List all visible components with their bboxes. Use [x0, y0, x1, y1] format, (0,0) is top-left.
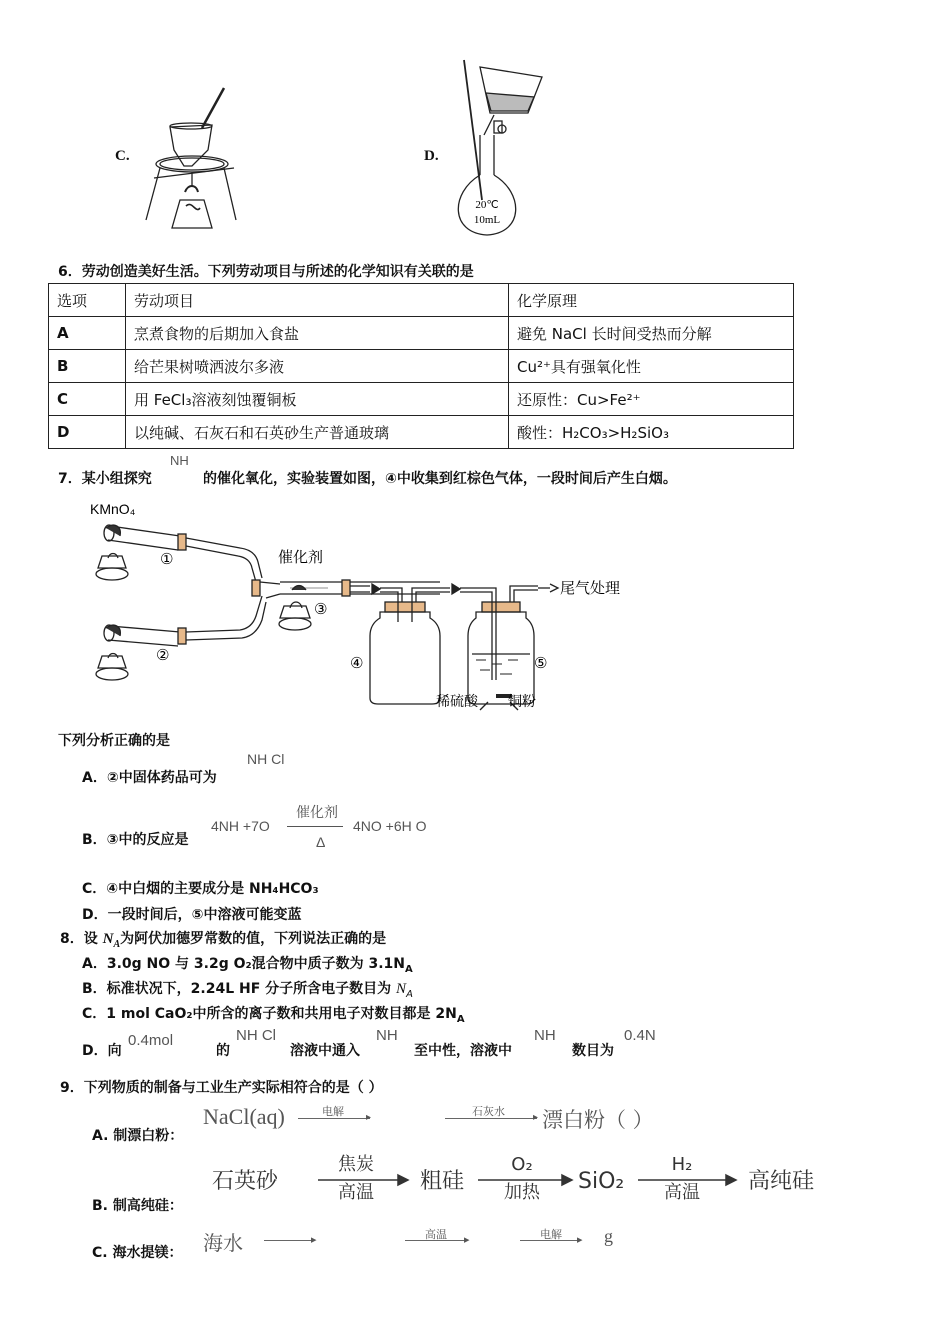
q7-option-b: B．③中的反应是 [82, 832, 189, 848]
q8-option-d-nh4: NH [534, 1027, 556, 1044]
q9-b-cond1-bot: 高温 [338, 1182, 374, 1203]
q7-option-b-arrow [287, 826, 343, 827]
marker-1: ① [160, 550, 174, 568]
q7-option-b-reactants: 4NH +7O [211, 818, 270, 834]
q9-a-start: NaCl(aq) [203, 1104, 285, 1129]
q9-b-cond2-bot: 加热 [504, 1182, 540, 1203]
q9-c-arrow1 [264, 1240, 314, 1241]
q9-a-arrowhead2: ▸ [533, 1112, 539, 1123]
q9-b-cond3-top: H₂ [671, 1154, 693, 1175]
q8-option-d-value: 0.4N [624, 1027, 656, 1044]
kmno4-label: KMnO₄ [90, 501, 136, 517]
q9-c-cond3: 电解 [540, 1228, 562, 1241]
q9-b-end: 高纯硅 [748, 1169, 815, 1194]
q7-analysis-prompt: 下列分析正确的是 [58, 733, 170, 749]
q7-stem-nh3: NH [170, 453, 189, 468]
marker-2: ② [156, 646, 170, 664]
q9-a-arrow2 [445, 1118, 537, 1119]
q7-option-b-heat: Δ [316, 834, 326, 850]
q8-stem: 8．设 $N_A$为阿伏加德罗常数的值，下列说法正确的是 [60, 931, 387, 950]
q7-stem-b: 的催化氧化，实验装置如图，④中收集到红棕色气体，一段时间后产生白烟。 [203, 471, 677, 487]
q9-b-mid2: SiO₂ [578, 1169, 625, 1194]
q8-option-d-nh3: NH [376, 1027, 398, 1044]
q6-stem: 6．劳动创造美好生活。下列劳动项目与所述的化学知识有关联的是 [58, 264, 474, 280]
q9-a-cond1: 电解 [322, 1105, 344, 1118]
table-row: D 以纯碱、石灰石和石英砂生产普通玻璃 酸性：H₂CO₃>H₂SiO₃ [49, 416, 794, 449]
q8-option-b: B．标准状况下，2.24L HF 分子所含电子数目为 $N_A$ [82, 981, 413, 1000]
q9-option-a-label: A. 制漂白粉： [92, 1128, 184, 1144]
q8-option-d-count: 数目为 [572, 1043, 614, 1059]
q8-option-d-prefix: D．向 [82, 1043, 122, 1059]
q8-option-c: C．1 mol CaO₂中所含的离子数和共用电子对数目都是 $2N_A$ [82, 1006, 465, 1025]
catalyst-label: 催化剂 [278, 548, 324, 566]
q7-option-d: D．一段时间后，⑤中溶液可能变蓝 [82, 907, 302, 923]
q9-a-end: 漂白粉（ ） [542, 1108, 654, 1132]
q8-option-a: A．3.0g NO 与 3.2g O₂混合物中质子数为 $3.1N_A$ [82, 956, 413, 975]
q7-option-b-products: 4NO +6H O [353, 818, 427, 834]
q8-option-d-pass: 溶液中通入 [290, 1043, 360, 1059]
q9-c-arrow3 [520, 1240, 580, 1241]
q9-b-mid1: 粗硅 [420, 1169, 465, 1194]
option-c-label: C. [115, 148, 130, 164]
q7-option-c: C．④中白烟的主要成分是 NH₄HCO₃ [82, 881, 319, 897]
q7-stem-a: 7．某小组探究 [58, 471, 152, 487]
flask-volume-label: 10mL [473, 214, 501, 226]
q9-b-start: 石英砂 [212, 1169, 279, 1194]
marker-4: ④ [350, 654, 364, 672]
table-header-row: 选项 劳动项目 化学原理 [49, 284, 794, 317]
option-d-label: D. [424, 148, 439, 164]
q9-b-cond1-top: 焦炭 [338, 1154, 374, 1175]
q8-option-d-amount: 0.4mol [128, 1032, 174, 1049]
q8-option-d-nh4cl: NH Cl [236, 1027, 276, 1044]
q9-option-b-label: B. 制高纯硅： [92, 1198, 183, 1214]
q9-option-c-label: C. 海水提镁： [92, 1245, 183, 1261]
q8-option-d-de: 的 [216, 1043, 230, 1059]
table-row: A 烹煮食物的后期加入食盐 避免 NaCl 长时间受热而分解 [49, 317, 794, 350]
q8-option-d-neutral: 至中性，溶液中 [414, 1043, 512, 1059]
q9-a-cond2: 石灰水 [472, 1105, 505, 1118]
marker-3: ③ [314, 600, 328, 618]
q7-option-a-formula: NH Cl [247, 751, 285, 767]
q9-b-flowchart [210, 1150, 840, 1210]
dilute-acid-label: 稀硫酸 [436, 694, 478, 710]
table-row: C 用 FeCl₃溶液刻蚀覆铜板 还原性：Cu>Fe²⁺ [49, 383, 794, 416]
q9-a-arrowhead1: ▸ [366, 1112, 372, 1123]
q9-stem: 9．下列物质的制备与工业生产实际相符合的是（ ） [60, 1080, 383, 1096]
evaporation-setup-figure [140, 80, 250, 240]
q9-c-start: 海水 [203, 1231, 243, 1255]
q9-c-arrowhead1: ▸ [311, 1233, 317, 1246]
q7-option-b-catalyst: 催化剂 [296, 804, 338, 820]
q9-b-cond2-top: O₂ [511, 1154, 533, 1175]
q9-c-arrowhead3: ▸ [577, 1233, 583, 1246]
q7-option-a: A．②中固体药品可为 [82, 770, 217, 786]
tail-gas-label: 尾气处理 [560, 579, 621, 597]
flask-temp-label: 20℃ [475, 199, 499, 211]
volumetric-flask-figure [440, 55, 560, 240]
q9-c-end: g [604, 1226, 613, 1246]
q9-a-arrow1 [298, 1118, 370, 1119]
q7-apparatus-figure [80, 498, 660, 718]
marker-5: ⑤ [534, 654, 548, 672]
q6-table [48, 283, 794, 449]
copper-powder-label: 铜粉 [508, 694, 536, 710]
q9-c-cond2: 高温 [425, 1228, 447, 1241]
q9-c-arrowhead2: ▸ [464, 1233, 470, 1246]
q9-c-arrow2 [405, 1240, 467, 1241]
q9-b-cond3-bot: 高温 [664, 1182, 700, 1203]
table-row: B 给芒果树喷洒波尔多液 Cu²⁺具有强氧化性 [49, 350, 794, 383]
